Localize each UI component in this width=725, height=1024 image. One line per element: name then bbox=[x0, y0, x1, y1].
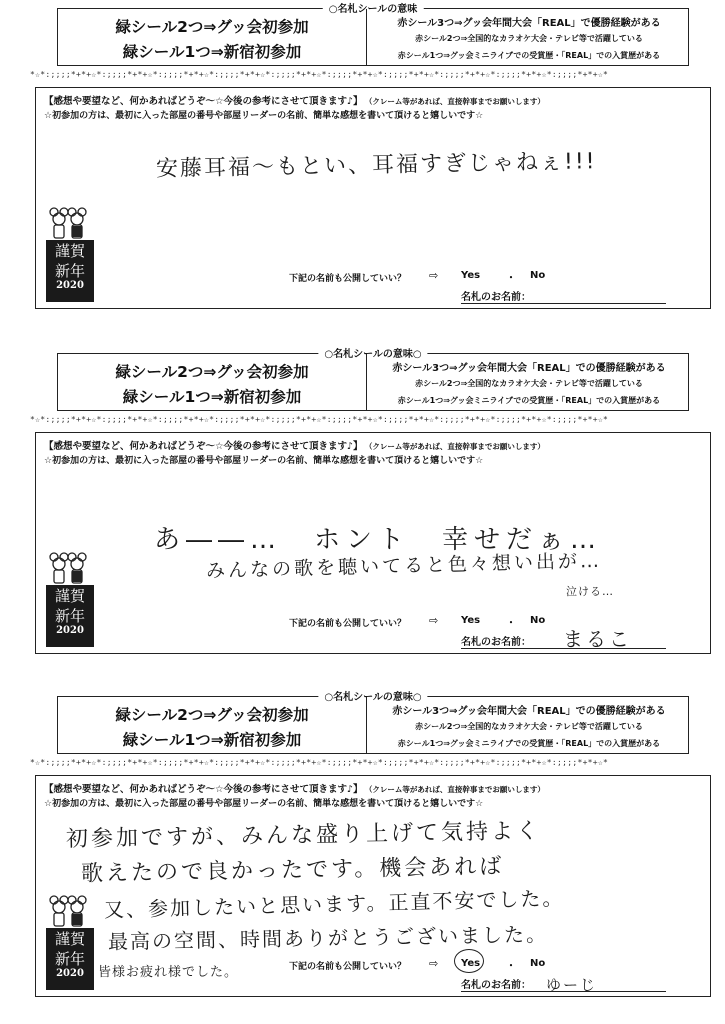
yes-option[interactable]: Yes bbox=[461, 615, 481, 626]
yes-option[interactable]: Yes bbox=[461, 958, 481, 969]
legend-red-1: 赤シール1つ⇒グッ会ミニライブでの受賞歴・「REAL」での入賞歴がある bbox=[397, 51, 661, 60]
heading-note: （クレーム等があれば、直接幹事までお願いします） bbox=[368, 785, 545, 794]
legend-green-1: 緑シール1つ⇒新宿初参加 bbox=[122, 731, 302, 749]
comment-heading-text: 【感想や要望など、何かあればどうぞ〜☆今後の参考にさせて頂きます♪】 bbox=[44, 784, 363, 795]
legend-title: ○名札シールの意味 bbox=[323, 0, 424, 15]
heading-note: （クレーム等があれば、直接幹事までお願いします） bbox=[368, 97, 545, 106]
legend-green-column bbox=[58, 9, 367, 65]
legend-green-2: 緑シール2つ⇒グッ会初参加 bbox=[115, 706, 309, 724]
arrow-right-icon: ⇨ bbox=[429, 614, 439, 627]
legend-red-2: 赤シール2つ⇒全国的なカラオケ大会・テレビ等で活躍している bbox=[415, 722, 643, 731]
legend-red-2: 赤シール2つ⇒全国的なカラオケ大会・テレビ等で活躍している bbox=[415, 379, 643, 388]
sticker-legend bbox=[57, 349, 689, 411]
no-option[interactable]: No bbox=[530, 958, 546, 969]
legend-green-1: 緑シール1つ⇒新宿初参加 bbox=[122, 388, 302, 406]
heading-note: （クレーム等があれば、直接幹事までお願いします） bbox=[368, 442, 545, 451]
name-label: 名札のお名前： bbox=[461, 980, 531, 991]
comment-instruction: ☆初参加の方は、最初に入った部屋の番号や部屋リーダーの名前、簡単な感想を書いて頂けると嬉しいです☆ bbox=[44, 799, 484, 809]
name-label: 名札のお名前： bbox=[461, 637, 531, 648]
sticker-legend bbox=[57, 4, 689, 66]
publish-question: 下記の名前も公開していい？ bbox=[289, 274, 407, 284]
decorative-divider: *☆*:;;;;*+*+☆*:;;;;*+*+☆*:;;;;*+*+☆*:;;;;*+*+☆*:;;;;*+*+☆*:;;;;*+*+☆*:;;;;*+*+☆*:;;;;*+*+☆*:;;;;*+*+☆*:;;;;*+*+☆* bbox=[30, 758, 609, 767]
legend-green-2: 緑シール2つ⇒グッ会初参加 bbox=[115, 18, 309, 36]
handwritten-name: ゆーじ bbox=[546, 976, 598, 994]
comment-instruction: ☆初参加の方は、最初に入った部屋の番号や部屋リーダーの名前、簡単な感想を書いて頂けると嬉しいです☆ bbox=[44, 456, 484, 466]
arrow-right-icon: ⇨ bbox=[429, 957, 439, 970]
handwritten-comment-line: 皆様お疲れ様でした。 bbox=[98, 965, 239, 980]
sticker-legend bbox=[57, 692, 689, 754]
stamp-year: 2020 bbox=[56, 625, 84, 636]
handwritten-comment-line: 安藤耳福〜もとい、耳福すぎじゃねぇ!!! bbox=[155, 149, 597, 182]
handwritten-comment-line: みんなの歌を聴いてると色々想い出が… bbox=[205, 549, 603, 583]
handwritten-name: まるこ bbox=[563, 627, 632, 651]
comment-heading-text: 【感想や要望など、何かあればどうぞ〜☆今後の参考にさせて頂きます♪】 bbox=[44, 96, 363, 107]
card-1 bbox=[0, 0, 725, 330]
stamp-line-1: 謹賀 bbox=[54, 587, 85, 605]
option-separator: ・ bbox=[506, 961, 516, 972]
comment-heading bbox=[44, 93, 545, 107]
mouse-couple-icon bbox=[48, 206, 88, 240]
comment-heading bbox=[44, 781, 545, 795]
legend-green-column bbox=[58, 697, 367, 753]
stamp-line-1: 謹賀 bbox=[54, 930, 85, 948]
legend-title: ○名札シールの意味○ bbox=[318, 345, 427, 360]
name-label: 名札のお名前： bbox=[461, 292, 531, 303]
comment-heading-text: 【感想や要望など、何かあればどうぞ〜☆今後の参考にさせて頂きます♪】 bbox=[44, 441, 363, 452]
name-field[interactable] bbox=[461, 648, 666, 649]
decorative-divider: *☆*:;;;;*+*+☆*:;;;;*+*+☆*:;;;;*+*+☆*:;;;;*+*+☆*:;;;;*+*+☆*:;;;;*+*+☆*:;;;;*+*+☆*:;;;;*+*+☆*:;;;;*+*+☆*:;;;;*+*+☆* bbox=[30, 70, 609, 79]
name-field[interactable] bbox=[461, 303, 666, 304]
legend-red-3: 赤シール3つ⇒グッ会年間大会「REAL」での優勝経験がある bbox=[392, 363, 666, 374]
comment-heading bbox=[44, 438, 545, 452]
card-3 bbox=[0, 688, 725, 1018]
publish-question: 下記の名前も公開していい？ bbox=[289, 619, 407, 629]
option-separator: ・ bbox=[506, 618, 516, 629]
stamp-line-1: 謹賀 bbox=[54, 242, 85, 260]
stamp-line-2: 新年 bbox=[54, 950, 85, 968]
comment-instruction: ☆初参加の方は、最初に入った部屋の番号や部屋リーダーの名前、簡単な感想を書いて頂けると嬉しいです☆ bbox=[44, 111, 484, 121]
stamp-year: 2020 bbox=[56, 968, 84, 979]
no-option[interactable]: No bbox=[530, 615, 546, 626]
comment-box bbox=[35, 775, 711, 997]
legend-green-1: 緑シール1つ⇒新宿初参加 bbox=[122, 43, 302, 61]
option-separator: ・ bbox=[506, 273, 516, 284]
new-year-stamp bbox=[46, 585, 94, 647]
arrow-right-icon: ⇨ bbox=[429, 269, 439, 282]
legend-red-2: 赤シール2つ⇒全国的なカラオケ大会・テレビ等で活躍している bbox=[415, 34, 643, 43]
stamp-year: 2020 bbox=[56, 280, 84, 291]
card-2 bbox=[0, 345, 725, 675]
legend-green-2: 緑シール2つ⇒グッ会初参加 bbox=[115, 363, 309, 381]
handwritten-comment-line: あ――… ホント 幸せだぁ… bbox=[154, 525, 603, 555]
legend-red-3: 赤シール3つ⇒グッ会年間大会「REAL」での優勝経験がある bbox=[392, 706, 666, 717]
decorative-divider: *☆*:;;;;*+*+☆*:;;;;*+*+☆*:;;;;*+*+☆*:;;;;*+*+☆*:;;;;*+*+☆*:;;;;*+*+☆*:;;;;*+*+☆*:;;;;*+*+☆*:;;;;*+*+☆*:;;;;*+*+☆* bbox=[30, 415, 609, 424]
handwritten-comment-line: 泣ける… bbox=[566, 585, 614, 598]
handwritten-comment-line: 歌えたので良かったです。機会あれば bbox=[80, 854, 505, 887]
comment-box bbox=[35, 87, 711, 309]
legend-red-3: 赤シール3つ⇒グッ会年間大会「REAL」で優勝経験がある bbox=[397, 18, 661, 29]
mouse-couple-icon bbox=[48, 894, 88, 928]
handwritten-comment-line: 又、参加したいと思います。正直不安でした。 bbox=[103, 885, 565, 923]
stamp-line-2: 新年 bbox=[54, 262, 85, 280]
legend-title: ○名札シールの意味○ bbox=[318, 688, 427, 703]
legend-green-column bbox=[58, 354, 367, 410]
legend-red-1: 赤シール1つ⇒グッ会ミニライブでの受賞歴・「REAL」での入賞歴がある bbox=[397, 739, 661, 748]
mouse-couple-icon bbox=[48, 551, 88, 585]
new-year-stamp bbox=[46, 928, 94, 990]
new-year-stamp bbox=[46, 240, 94, 302]
handwritten-comment-line: 最高の空間、時間ありがとうございました。 bbox=[107, 922, 549, 954]
handwritten-comment-line: 初参加ですが、みんな盛り上げて気持よく bbox=[65, 818, 542, 853]
legend-red-1: 赤シール1つ⇒グッ会ミニライブでの受賞歴・「REAL」での入賞歴がある bbox=[397, 396, 661, 405]
comment-box bbox=[35, 432, 711, 654]
no-option[interactable]: No bbox=[530, 270, 546, 281]
stamp-line-2: 新年 bbox=[54, 607, 85, 625]
name-field[interactable] bbox=[461, 991, 666, 992]
publish-question: 下記の名前も公開していい？ bbox=[289, 962, 407, 972]
yes-option[interactable]: Yes bbox=[461, 270, 481, 281]
